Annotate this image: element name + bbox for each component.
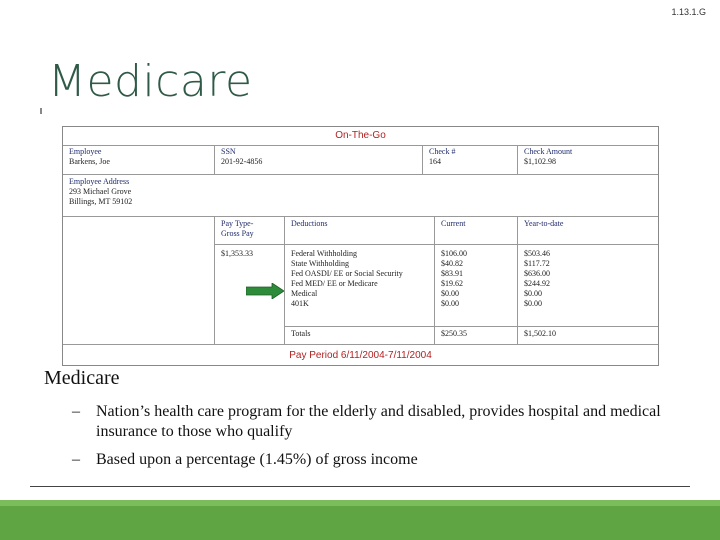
deduction-item: State Withholding [291,259,349,268]
check-label: Check # [429,147,456,156]
totals-label-cell [285,327,435,345]
ytd-item: $117.72 [524,259,550,268]
totals-ytd: $1,502.10 [524,329,556,338]
deduction-item: 401K [291,299,309,308]
page-title: Medicare [48,56,253,107]
ytd-item: $636.00 [524,269,550,278]
footer-bar [0,500,720,540]
address-cell [63,175,215,217]
paytype-header [215,217,285,245]
pay-stub [62,126,659,366]
bullet-item [72,402,672,442]
arrow-right-icon [246,283,284,299]
bullet-list [72,402,672,478]
address-spacer [215,175,658,217]
current-item: $83.91 [441,269,463,278]
paytype-value: $1,353.33 [221,249,253,258]
totals-ytd-cell [518,327,658,345]
amount-value: $1,102.98 [524,157,556,166]
deductions-header [285,217,435,245]
bullet-text: Nation’s health care program for the elderly and disabled, provides hospital and medical insurance to those who qualify [96,403,661,440]
deductions-label: Deductions [291,219,328,228]
paytype-label: Pay Type- [221,219,254,228]
paytype-label-2: Gross Pay [221,229,254,238]
footer-highlight [0,500,720,506]
employee-label: Employee [69,147,102,156]
ytd-header [518,217,658,245]
current-item: $19.62 [441,279,463,288]
check-value: 164 [429,157,441,166]
employee-cell [63,145,215,175]
bottom-rule [30,486,690,487]
ssn-label: SSN [221,147,236,156]
employee-value: Barkens, Joe [69,157,110,166]
ytd-label: Year-to-date [524,219,564,228]
slide-number: 1.13.1.G [671,7,706,17]
bullet-text: Based upon a percentage (1.45%) of gross income [96,451,418,468]
current-item: $0.00 [441,289,459,298]
ytd-item: $0.00 [524,289,542,298]
title-rule [40,108,42,114]
current-item: $106.00 [441,249,467,258]
ytd-list [518,245,658,327]
ytd-item: $503.46 [524,249,550,258]
current-list [435,245,518,327]
deduction-item: Fed MED/ EE or Medicare [291,279,378,288]
current-label: Current [441,219,466,228]
address-line-2: Billings, MT 59102 [69,197,133,206]
address-label: Employee Address [69,177,130,186]
deduction-item: Federal Withholding [291,249,357,258]
dash-icon: – [72,451,80,468]
deduction-item: Medical [291,289,318,298]
current-header [435,217,518,245]
totals-label: Totals [291,329,311,338]
amount-cell [518,145,658,175]
bullet-item [72,450,672,470]
deductions-list [285,245,435,327]
check-cell [423,145,518,175]
totals-current: $250.35 [441,329,467,338]
ssn-value: 201-92-4856 [221,157,263,166]
deduction-item: Fed OASDI/ EE or Social Security [291,269,403,278]
pay-period: Pay Period 6/11/2004-7/11/2004 [289,350,432,361]
stub-header: On-The-Go [63,127,658,146]
current-item: $40.82 [441,259,463,268]
left-blank [63,217,215,345]
totals-current-cell [435,327,518,345]
ssn-cell [215,145,423,175]
ytd-item: $244.92 [524,279,550,288]
address-line-1: 293 Michael Grove [69,187,132,196]
ytd-item: $0.00 [524,299,542,308]
dash-icon: – [72,403,80,420]
current-item: $0.00 [441,299,459,308]
amount-label: Check Amount [524,147,573,156]
section-heading: Medicare [44,367,120,389]
